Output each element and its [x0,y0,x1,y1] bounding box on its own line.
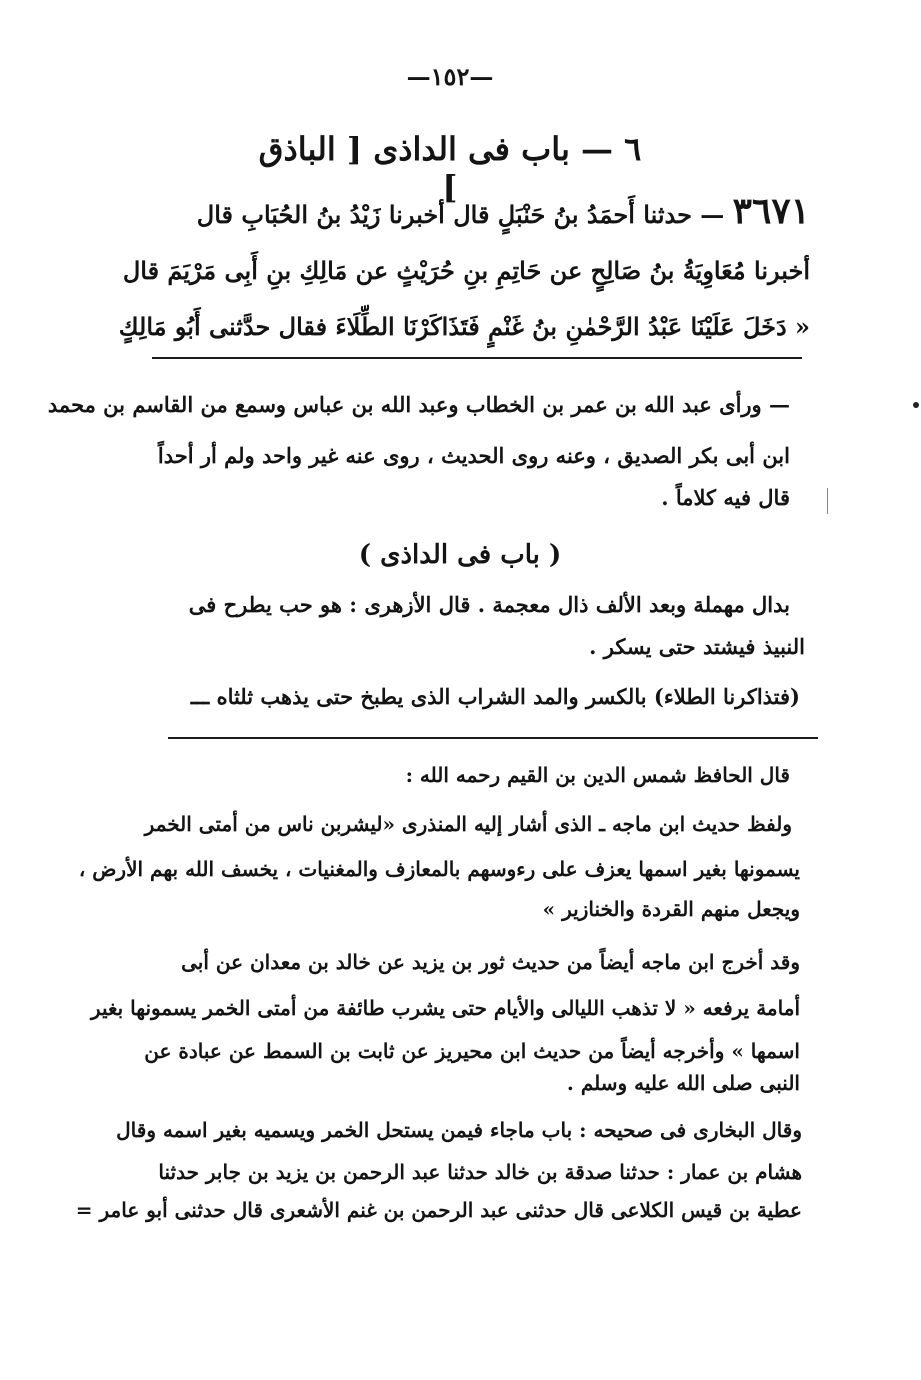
note-line: اسمها » وأخرجه أيضاً من حديث ابن محيريز عن ثابت بن السمط عن عبادة عن [144,1039,800,1063]
hadith-line-text: — حدثنا أَحمَدُ بنُ حَنْبَلٍ قال أخبرنا زَيْدُ بنُ الحُبَابِ قال [196,200,733,229]
note-line: النبى صلى الله عليه وسلم . [566,1071,800,1095]
hadith-line: أخبرنا مُعَاوِيَةُ بنُ صَالِحٍ عن حَاتِمِ بنِ حُرَيْثٍ عن مَالِكِ بنِ أَبِى مَرْيَمَ قال [122,256,810,285]
section-line: النبيذ فيشتد حتى يسكر . [589,634,805,659]
hadith-line: « دَخَلَ عَلَيْنَا عَبْدُ الرَّحْمٰنِ بنُ غَنْمٍ فَتَذَاكَرْنَا الطِّلَاءَ فقال حدَّثنى أَبُو مَالِكٍ [118,312,810,341]
note-line: عطية بن قيس الكلاعى قال حدثنى عبد الرحمن بن غنم الأشعرى قال حدثنى أبو عامر = [75,1198,802,1222]
divider-rule [152,357,802,359]
commentary-line: — ورأى عبد الله بن عمر بن الخطاب وعبد الله بن عباس وسمع من القاسم بن محمد [47,392,790,417]
commentary-line: قال فيه كلاماً . [661,485,790,510]
section-heading: ( باب فى الداذى ) [358,540,562,570]
note-line: ولفظ حديث ابن ماجه ـ الذى أشار إليه المنذرى «ليشربن ناس من أمتى الخمر [144,812,792,836]
section-line: (فتذاكرنا الطلاء) بالكسر والمد الشراب الذى يطبخ حتى يذهب ثلثاه ـــ [190,684,800,709]
note-line: هشام بن عمار : حدثنا صدقة بن خالد حدثنا عبد الرحمن بن يزيد بن جابر حدثنا [158,1160,802,1184]
hadith-number: ٣٦٧١ [732,190,810,232]
note-line: وقد أخرج ابن ماجه أيضاً من حديث ثور بن يزيد عن خالد بن معدان عن أبى [181,950,800,974]
note-line: أمامة يرفعه « لا تذهب الليالى والأيام حتى يشرب طائفة من أمتى الخمر يسمونها بغير [90,996,800,1020]
section-line: بدال مهملة وبعد الألف ذال معجمة . قال الأزهرى : هو حب يطرح فى [188,592,790,617]
margin-mark [827,488,828,514]
note-line: قال الحافظ شمس الدين بن القيم رحمه الله : [405,763,790,787]
page-number: —١٥٢— [406,62,494,91]
chapter-title: ٦ — باب فى الداذى [ الباذق ] [258,130,642,206]
hadith-line [140,190,810,232]
note-line: وقال البخارى فى صحيحه : باب ماجاء فيمن يستحل الخمر ويسميه بغير اسمه وقال [116,1118,802,1142]
commentary-line: ابن أبى بكر الصديق ، وعنه روى الحديث ، روى عنه غير واحد ولم أر أحداً [157,443,790,468]
note-line: ويجعل منهم القردة والخنازير » [542,897,800,921]
margin-dot [913,402,919,408]
note-line: يسمونها بغير اسمها يعزف على رءوسهم بالمعازف والمغنيات ، يخسف الله بهم الأرض ، [78,857,800,881]
divider-rule [168,737,818,739]
